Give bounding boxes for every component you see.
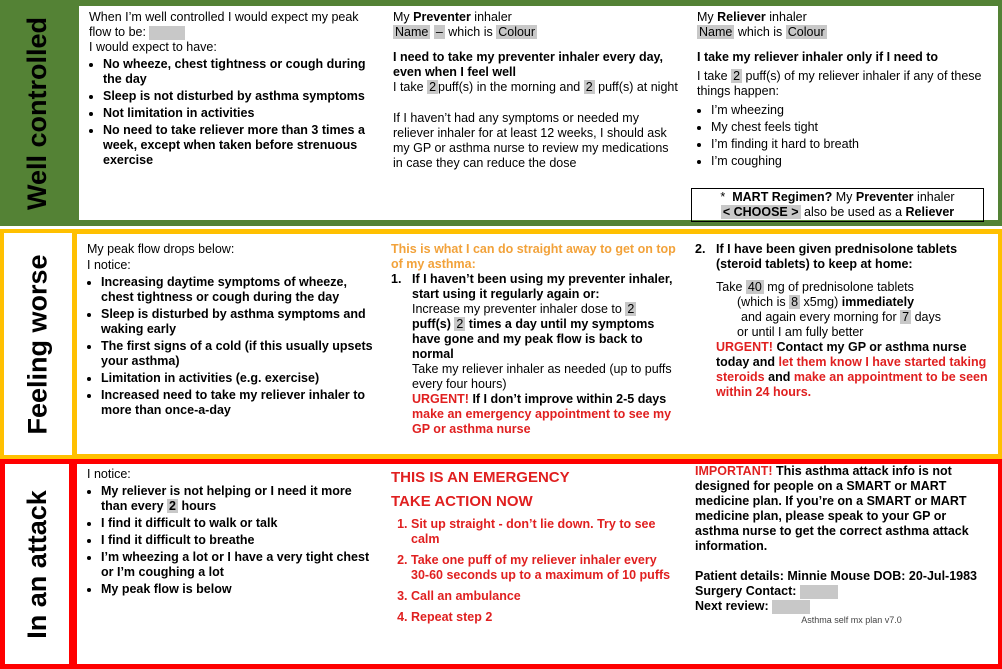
take-action-heading: TAKE ACTION NOW xyxy=(391,493,533,510)
reliever-only: I take my reliever inhaler only if I need to xyxy=(697,50,939,64)
preventer-need: I need to take my preventer inhaler every day, even when I feel well xyxy=(393,50,664,79)
tablet-count-field[interactable]: 8 xyxy=(791,295,799,309)
which-is-text: which is xyxy=(737,25,783,39)
prednisolone-text: mg of prednisolone tablets xyxy=(767,280,914,294)
list-item: • I find it difficult to walk or talk xyxy=(101,516,373,531)
reliever-as-needed: Take my reliever inhaler as needed (up to puffs every four hours) xyxy=(412,362,672,391)
next-review-label: Next review: xyxy=(695,599,769,613)
mart-my: My xyxy=(835,190,853,204)
every-morning-text: and again every morning for xyxy=(741,310,897,324)
emergency-steps xyxy=(391,517,677,625)
next-review-field[interactable] xyxy=(772,600,810,614)
list-item: • I’m finding it hard to breath xyxy=(711,137,990,152)
preventer-title-post: inhaler xyxy=(470,10,512,24)
zone-label-well xyxy=(0,0,76,226)
list-item: • No wheeze, chest tightness or cough during the day xyxy=(103,57,375,87)
zone-well-controlled xyxy=(0,0,1002,226)
important-label: IMPORTANT! xyxy=(695,464,773,478)
worse-heading: This is what I can do straight away to get on top of my asthma: xyxy=(391,242,676,271)
and-text: and xyxy=(768,370,791,384)
well-col-2 xyxy=(383,6,687,220)
attack-symptom-list xyxy=(87,484,373,597)
list-item: 3. Call an ambulance xyxy=(411,589,677,604)
puffs-text: puff(s) xyxy=(412,317,451,331)
list-item: • I’m wheezing a lot or I have a very tight chest or I’m coughing a lot xyxy=(101,550,373,580)
take-post-text: puff(s) at night xyxy=(598,80,678,94)
take-text: I take xyxy=(393,80,424,94)
preventer-review: If I haven’t had any symptoms or needed my reliever inhaler for at least 12 weeks, I should ask my GP or asthma nurse to review my medications in case they can reduce the dose xyxy=(393,111,669,170)
attack-col-1 xyxy=(77,464,381,664)
list-item: • Increasing daytime symptoms of wheeze, chest tightness or cough during the day xyxy=(101,275,373,305)
take-text: I take xyxy=(697,69,728,83)
which-is-text: (which is xyxy=(737,295,786,309)
list-item: • Increased need to take my reliever inhaler to more than once-a-day xyxy=(101,388,373,418)
worse-symptom-list xyxy=(87,275,373,418)
mart-preventer: Preventer xyxy=(855,190,914,204)
preventer-name-value[interactable]: – xyxy=(435,25,443,39)
list-item: • I’m coughing xyxy=(711,154,990,169)
well-symptom-list xyxy=(89,57,375,168)
mart-regimen-box xyxy=(691,188,984,222)
night-puffs-field[interactable]: 2 xyxy=(585,80,593,94)
important-text: This asthma attack info is not designed for people on a SMART or MART medicine plan. If you’re on a SMART or MART medicine plan, please speak to your GP or asthma nurse to get the correct asthma attack information. xyxy=(695,464,969,553)
reliever-trigger-list xyxy=(697,103,990,169)
patient-details: Patient details: Minnie Mouse DOB: 20-Jul-1983 xyxy=(695,569,978,583)
immediately-text: immediately xyxy=(841,295,915,309)
reliever-title-post: inhaler xyxy=(765,10,807,24)
step-1-bold: If I haven’t been using my preventer inhaler, start using it regularly again or: xyxy=(412,272,673,301)
surgery-contact-label: Surgery Contact: xyxy=(695,584,797,598)
list-item: • My peak flow is below xyxy=(101,582,373,597)
take-mid-text: puff(s) in the morning and xyxy=(438,80,581,94)
zone-label-attack xyxy=(5,464,69,664)
zone-title-attack: In an attack xyxy=(21,489,52,639)
mart-also: also be used as a xyxy=(804,205,903,219)
list-item: • The first signs of a cold (if this usually upsets your asthma) xyxy=(101,339,373,369)
preventer-colour-field[interactable]: Colour xyxy=(498,25,536,39)
urgent-label: URGENT! xyxy=(716,340,773,354)
zone-in-an-attack xyxy=(0,459,1002,669)
preventer-title-bold: Preventer xyxy=(413,10,471,24)
times-a-day-field[interactable]: 2 xyxy=(456,317,464,331)
peak-flow-drops: My peak flow drops below: xyxy=(87,242,235,256)
zone-body-attack xyxy=(77,464,998,664)
mart-title: MART Regimen? xyxy=(732,190,833,204)
version-footer: Asthma self mx plan v7.0 xyxy=(801,615,902,625)
mart-choose-dropdown[interactable]: < CHOOSE > xyxy=(722,205,799,219)
which-is-text: which is xyxy=(448,25,493,39)
zone-label-worse xyxy=(4,233,72,455)
list-item: • Sleep is disturbed by asthma symptoms and waking early xyxy=(101,307,373,337)
reliever-not-helping: My reliever is not helping or I need it more than every xyxy=(101,484,352,513)
step-2-bold: If I have been given prednisolone tablets (steroid tablets) to keep at home: xyxy=(716,242,958,271)
hours-field[interactable]: 2 xyxy=(169,499,176,513)
attack-col-2 xyxy=(381,464,685,664)
list-item: 1. Sit up straight - don’t lie down. Try to see calm xyxy=(411,517,677,547)
well-expect: I would expect to have: xyxy=(89,40,217,54)
preventer-name-field[interactable]: Name xyxy=(395,25,429,39)
take-text: Take xyxy=(716,280,743,294)
list-item: • Sleep is not disturbed by asthma symptoms xyxy=(103,89,375,104)
let-them-know: let them know I have started taking steroids xyxy=(716,355,987,384)
urgent-text: If I don’t improve within 2-5 days xyxy=(472,392,667,406)
step-1-rest: times a day until my symptoms have gone and my peak flow is back to normal xyxy=(412,317,655,361)
mart-reliever: Reliever xyxy=(905,205,955,219)
x5mg-text: x5mg) xyxy=(803,295,839,309)
step-number: 2. xyxy=(695,242,706,256)
emergency-appointment: make an emergency appointment to see my GP or asthma nurse xyxy=(412,407,672,436)
well-col-1 xyxy=(79,6,383,220)
increase-dose-field[interactable]: 2 xyxy=(627,302,635,316)
increase-text: Increase my preventer inhaler dose to xyxy=(412,302,622,316)
list-item: 2. Take one puff of my reliever inhaler every 30-60 seconds up to a maximum of 10 puffs xyxy=(411,553,677,583)
days-text: days xyxy=(914,310,941,324)
fully-better-text: or until I am fully better xyxy=(737,325,864,339)
notice-text: I notice: xyxy=(87,467,131,481)
worse-col-1 xyxy=(77,234,381,454)
appointment-24h: make an appointment to be seen within 24 hours. xyxy=(716,370,988,399)
list-item: • No need to take reliever more than 3 times a week, except when taken before strenuous exercise xyxy=(103,123,375,168)
reliever-colour-field[interactable]: Colour xyxy=(787,25,825,39)
zone-body-worse xyxy=(77,234,998,454)
morning-puffs-field[interactable]: 2 xyxy=(429,80,437,94)
list-item: • I’m wheezing xyxy=(711,103,990,118)
step-number: 1. xyxy=(391,272,402,286)
list-item xyxy=(101,484,373,514)
well-intro: When I’m well controlled I would expect my peak flow to be: xyxy=(89,10,359,39)
worse-col-3 xyxy=(685,234,996,454)
zone-feeling-worse xyxy=(0,229,1002,459)
list-item: • Not limitation in activities xyxy=(103,106,375,121)
list-item: 4. Repeat step 2 xyxy=(411,610,677,625)
mart-star: * xyxy=(720,190,726,204)
list-item: • Limitation in activities (e.g. exercise) xyxy=(101,371,373,386)
list-item: • I find it difficult to breathe xyxy=(101,533,373,548)
emergency-heading: THIS IS AN EMERGENCY xyxy=(391,469,570,486)
days-field[interactable]: 7 xyxy=(902,310,910,324)
urgent-label: URGENT! xyxy=(412,392,469,406)
reliever-title-bold: Reliever xyxy=(717,10,766,24)
contact-text: Contact my GP or asthma nurse today and xyxy=(716,340,967,369)
zone-body-well xyxy=(79,6,998,220)
list-item: • My chest feels tight xyxy=(711,120,990,135)
zone-title-well: Well controlled xyxy=(22,16,53,210)
mart-inhaler: inhaler xyxy=(917,190,955,204)
hours-text: hours xyxy=(181,499,217,513)
surgery-contact-field[interactable] xyxy=(800,585,838,599)
take-post-text: puff(s) of my reliever inhaler if any of these things happen: xyxy=(697,69,982,98)
peak-flow-blank[interactable] xyxy=(149,26,185,40)
notice-text: I notice: xyxy=(87,258,131,272)
attack-col-3 xyxy=(685,464,996,664)
preventer-title-pre: My xyxy=(393,10,414,24)
reliever-puffs-field[interactable]: 2 xyxy=(733,69,741,83)
prednisolone-mg-field[interactable]: 40 xyxy=(747,280,762,294)
worse-col-2 xyxy=(381,234,685,454)
zone-title-worse: Feeling worse xyxy=(22,253,53,435)
reliever-title-pre: My xyxy=(697,10,718,24)
reliever-name-field[interactable]: Name xyxy=(699,25,733,39)
